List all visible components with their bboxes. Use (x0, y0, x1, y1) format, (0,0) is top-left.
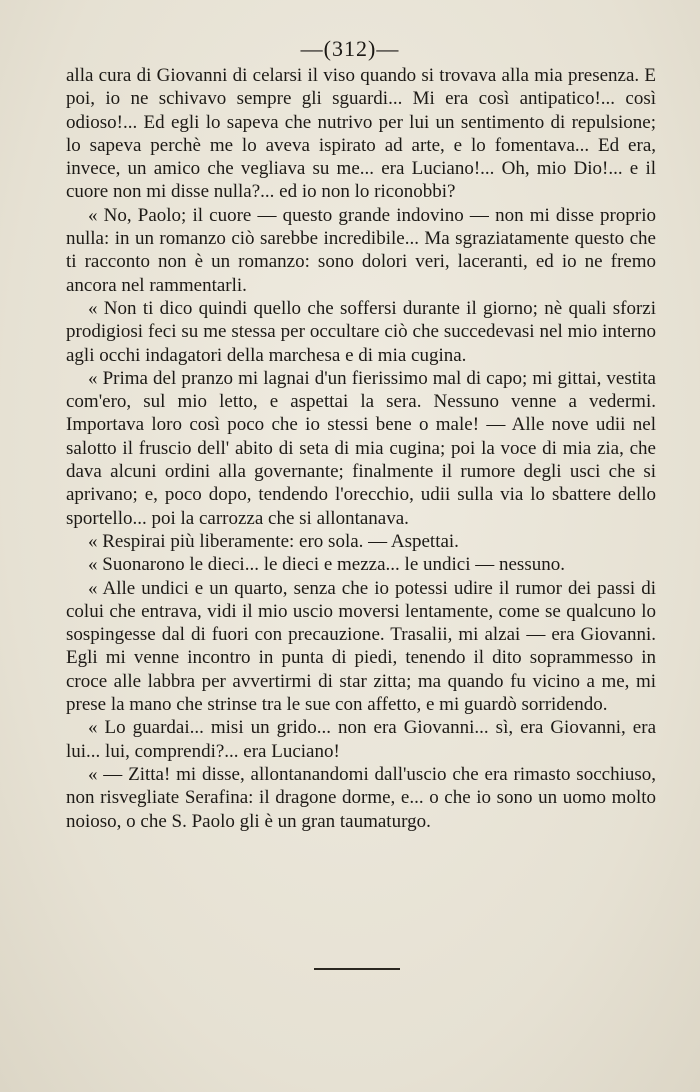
paragraph-2: « No, Paolo; il cuore — questo grande indovino — non mi disse proprio nulla: in un romanzo ciò sarebbe incredibile... Ma sgraziatamente questo che ti racconto non è un romanzo: sono dolori veri, laceranti, ed io ne fremo ancora nel rammentarli. (66, 204, 656, 296)
paragraph-4: « Prima del pranzo mi lagnai d'un fierissimo mal di capo; mi gittai, vestita com'ero, sul mio letto, e aspettai la sera. Nessuno venne a vedermi. Importava loro così poco che io stessi bene o male! — Alle nove udii nel salotto il fruscio dell' abito di seta di mia cugina; poi la voce di mia zia, che dava alcuni ordini alla governante; finalmente il rumore degli usci che si aprivano; e, poco dopo, tendendo l'orecchio, udii sulla via lo sbattere dello sportello... poi la carrozza che si allontanava. (66, 367, 656, 529)
paragraph-6: « Suonarono le dieci... le dieci e mezza... le undici — nessuno. (88, 554, 565, 576)
paragraph-9: « — Zitta! mi disse, allontanandomi dall'uscio che era rimasto socchiuso, non risvegliate Serafina: il dragone dorme, e... o che io sono un uomo molto noioso, o che S. Paolo gli è un gran taumaturgo. (66, 763, 656, 832)
paragraph-5: « Respirai più liberamente: ero sola. — Aspettai. (88, 530, 459, 552)
paragraph-3: « Non ti dico quindi quello che soffersi durante il giorno; nè quali sforzi prodigiosi feci su me stessa per occultare ciò che succedevasi nel mio interno agli occhi indagatori della marchesa e di mia cugina. (66, 297, 656, 366)
section-divider (314, 968, 400, 970)
paragraph-7: « Alle undici e un quarto, senza che io potessi udire il rumor dei passi di colui che entrava, vidi il mio uscio moversi lentamente, come se qualcuno lo sospingesse dal di fuori con precauzione. Trasalii, mi alzai — era Giovanni. Egli mi venne incontro in punta di piedi, tenendo il dito soprammesso in croce alle labbra per avvertirmi di star zitta; ma quando fu vicino a me, mi prese la mano che strinse tra le sue con affetto, e mi guardò sorridendo. (66, 577, 656, 716)
body-text (66, 64, 656, 833)
page-number: —(312)— (300, 36, 400, 61)
paragraph-1: alla cura di Giovanni di celarsi il viso quando si trovava alla mia presenza. E poi, io ne schivavo sempre gli sguardi... Mi era così antipatico!... così odioso!... Ed egli lo sapeva che nutrivo per lui un sentimento di repulsione; lo sapeva perchè me lo aveva ispirato ad arte, e lo fomentava... Ed era, invece, un amico che vegliava su me... era Luciano!... Oh, mio Dio!... e il cuore non mi disse nulla?... ed io non lo riconobbi? (66, 65, 656, 203)
paragraph-8: « Lo guardai... misi un grido... non era Giovanni... sì, era Giovanni, era lui... lui, comprendi?... era Luciano! (66, 717, 656, 762)
